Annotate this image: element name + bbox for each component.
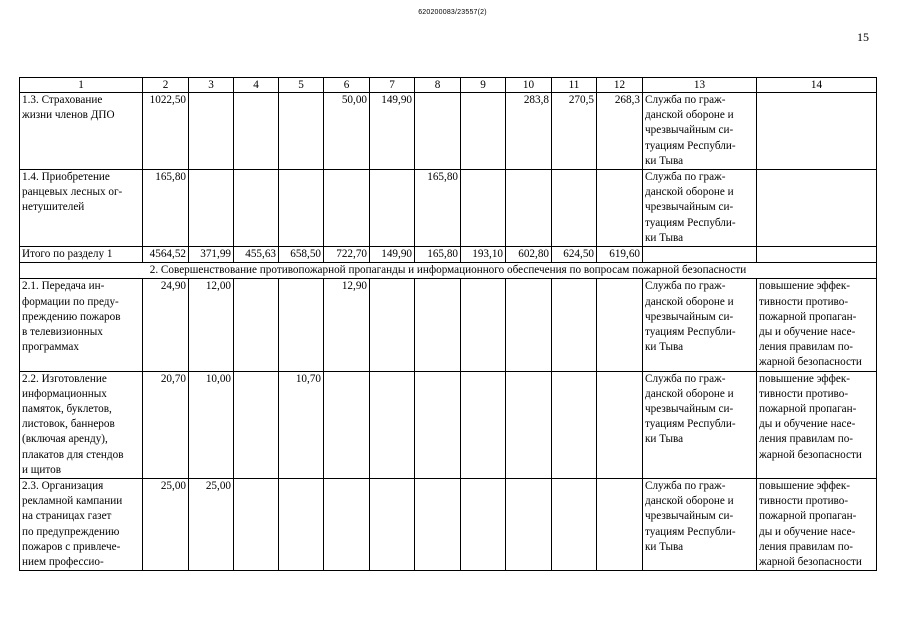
- column-number: 5: [279, 78, 324, 93]
- text-line: тивности противо-: [759, 387, 849, 400]
- funding-cell: [370, 170, 415, 247]
- text-line: ки Тыва: [645, 341, 684, 354]
- text-line: нетушителей: [22, 201, 85, 214]
- expected-result-cell: [757, 479, 877, 571]
- column-number: 2: [143, 78, 189, 93]
- funding-cell: 149,90: [370, 93, 415, 170]
- funding-cell: 658,50: [279, 247, 324, 263]
- column-number: 8: [415, 78, 461, 93]
- table-row: [20, 371, 877, 478]
- section-heading-row: [20, 263, 877, 279]
- executor-cell: [643, 93, 757, 170]
- expected-result-cell: [757, 279, 877, 371]
- funding-cell: 10,00: [189, 371, 234, 478]
- activity-name-cell: [20, 279, 143, 371]
- funding-cell: 722,70: [324, 247, 370, 263]
- text-line: ки Тыва: [645, 540, 684, 553]
- section-heading: 2. Совершенствование противопожарной пропаганды и информационного обеспечения по вопросам пожарной безопасности: [20, 263, 877, 279]
- table-row: [20, 479, 877, 571]
- funding-cell: [370, 479, 415, 571]
- funding-cell: [189, 93, 234, 170]
- funding-cell: [461, 93, 506, 170]
- text-line: (включая аренду),: [22, 433, 108, 446]
- funding-cell: [324, 170, 370, 247]
- text-line: пожарной пропаган-: [759, 310, 857, 323]
- column-number: 10: [506, 78, 552, 93]
- column-number: 6: [324, 78, 370, 93]
- text-line: на страницах газет: [22, 510, 112, 523]
- text-line: туациям Республи-: [645, 418, 736, 431]
- funding-cell: 283,8: [506, 93, 552, 170]
- text-line: чрезвычайным си-: [645, 510, 734, 523]
- funding-cell: 20,70: [143, 371, 189, 478]
- column-number: 13: [643, 78, 757, 93]
- funding-cell: 12,90: [324, 279, 370, 371]
- funding-cell: [552, 371, 597, 478]
- text-line: нием профессио-: [22, 556, 104, 569]
- funding-cell: [415, 93, 461, 170]
- text-line: ды и обучение насе-: [759, 525, 856, 538]
- program-table: [19, 77, 877, 571]
- column-number: 12: [597, 78, 643, 93]
- text-line: чрезвычайным си-: [645, 310, 734, 323]
- text-line: информационных: [22, 387, 107, 400]
- funding-cell: [234, 170, 279, 247]
- text-line: ки Тыва: [645, 231, 684, 244]
- text-line: туациям Республи-: [645, 326, 736, 339]
- text-line: ды и обучение насе-: [759, 326, 856, 339]
- funding-cell: [597, 371, 643, 478]
- text-line: чрезвычайным си-: [645, 201, 734, 214]
- column-number: 3: [189, 78, 234, 93]
- executor-cell: [643, 371, 757, 478]
- funding-cell: 24,90: [143, 279, 189, 371]
- text-line: чрезвычайным си-: [645, 124, 734, 137]
- section-total-row: [20, 247, 877, 263]
- text-line: туациям Республи-: [645, 525, 736, 538]
- funding-cell: 455,63: [234, 247, 279, 263]
- text-line: тивности противо-: [759, 295, 849, 308]
- text-line: Служба по граж-: [645, 280, 726, 293]
- column-number: 7: [370, 78, 415, 93]
- text-line: повышение эффек-: [759, 480, 850, 493]
- funding-cell: [461, 371, 506, 478]
- text-line: ранцевых лесных ог-: [22, 186, 123, 199]
- funding-cell: [597, 279, 643, 371]
- text-line: 1.4. Приобретение: [22, 171, 110, 184]
- text-line: Служба по граж-: [645, 480, 726, 493]
- text-line: ды и обучение насе-: [759, 418, 856, 431]
- text-line: и щитов: [22, 463, 62, 476]
- document-id: 620200083/23557(2): [418, 9, 487, 16]
- text-line: пожарной пропаган-: [759, 510, 857, 523]
- table-row: [20, 170, 877, 247]
- funding-cell: 4564,52: [143, 247, 189, 263]
- text-line: данской обороне и: [645, 109, 734, 122]
- text-line: повышение эффек-: [759, 372, 850, 385]
- executor-cell: [643, 479, 757, 571]
- text-line: туациям Республи-: [645, 216, 736, 229]
- funding-cell: 270,5: [552, 93, 597, 170]
- funding-cell: 165,80: [143, 170, 189, 247]
- funding-cell: 619,60: [597, 247, 643, 263]
- text-line: данской обороне и: [645, 387, 734, 400]
- funding-cell: [415, 279, 461, 371]
- text-line: в телевизионных: [22, 326, 103, 339]
- text-line: жарной безопасности: [759, 448, 862, 461]
- table-row: [20, 279, 877, 371]
- funding-cell: [415, 479, 461, 571]
- text-line: ления правилам по-: [759, 341, 854, 354]
- funding-cell: 12,00: [189, 279, 234, 371]
- activity-name-cell: [20, 93, 143, 170]
- funding-cell: [279, 170, 324, 247]
- funding-cell: 371,99: [189, 247, 234, 263]
- column-number: 11: [552, 78, 597, 93]
- funding-cell: [597, 479, 643, 571]
- expected-result-cell: [757, 371, 877, 478]
- text-line: данской обороне и: [645, 495, 734, 508]
- executor-cell: [643, 247, 757, 263]
- funding-cell: 193,10: [461, 247, 506, 263]
- funding-cell: [189, 170, 234, 247]
- funding-cell: 165,80: [415, 247, 461, 263]
- funding-cell: 25,00: [189, 479, 234, 571]
- funding-cell: [461, 279, 506, 371]
- text-line: памяток, буклетов,: [22, 403, 112, 416]
- expected-result-cell: [757, 247, 877, 263]
- funding-cell: [552, 170, 597, 247]
- text-line: Итого по разделу 1: [22, 248, 113, 261]
- funding-cell: [370, 279, 415, 371]
- funding-cell: [234, 479, 279, 571]
- text-line: формации по преду-: [22, 295, 119, 308]
- executor-cell: [643, 279, 757, 371]
- text-line: рекламной кампании: [22, 495, 123, 508]
- funding-cell: 50,00: [324, 93, 370, 170]
- funding-cell: 624,50: [552, 247, 597, 263]
- text-line: ления правилам по-: [759, 433, 854, 446]
- funding-cell: 602,80: [506, 247, 552, 263]
- column-number: 9: [461, 78, 506, 93]
- column-number: 14: [757, 78, 877, 93]
- column-numbers-row: [20, 78, 877, 93]
- funding-cell: 25,00: [143, 479, 189, 571]
- text-line: жизни членов ДПО: [22, 109, 115, 122]
- expected-result-cell: [757, 93, 877, 170]
- text-line: пожарной пропаган-: [759, 403, 857, 416]
- text-line: чрезвычайным си-: [645, 403, 734, 416]
- funding-cell: [234, 279, 279, 371]
- funding-cell: [597, 170, 643, 247]
- activity-name-cell: [20, 479, 143, 571]
- text-line: программах: [22, 341, 79, 354]
- text-line: преждению пожаров: [22, 310, 121, 323]
- funding-cell: [324, 479, 370, 571]
- funding-cell: 149,90: [370, 247, 415, 263]
- page-number: 15: [857, 30, 869, 44]
- executor-cell: [643, 170, 757, 247]
- funding-cell: [234, 93, 279, 170]
- text-line: Служба по граж-: [645, 372, 726, 385]
- text-line: 2.1. Передача ин-: [22, 280, 105, 293]
- funding-cell: [279, 93, 324, 170]
- column-number: 4: [234, 78, 279, 93]
- text-line: ки Тыва: [645, 154, 684, 167]
- funding-cell: 10,70: [279, 371, 324, 478]
- text-line: тивности противо-: [759, 495, 849, 508]
- text-line: плакатов для стендов: [22, 448, 124, 461]
- funding-cell: [461, 170, 506, 247]
- text-line: туациям Республи-: [645, 139, 736, 152]
- text-line: 2.3. Организация: [22, 480, 104, 493]
- expected-result-cell: [757, 170, 877, 247]
- funding-cell: [506, 371, 552, 478]
- activity-name-cell: [20, 371, 143, 478]
- funding-cell: [552, 479, 597, 571]
- funding-cell: [279, 279, 324, 371]
- funding-cell: [506, 479, 552, 571]
- text-line: ления правилам по-: [759, 540, 854, 553]
- funding-cell: 1022,50: [143, 93, 189, 170]
- text-line: по предупреждению: [22, 525, 120, 538]
- text-line: 2.2. Изготовление: [22, 372, 107, 385]
- text-line: данской обороне и: [645, 186, 734, 199]
- funding-cell: 268,3: [597, 93, 643, 170]
- text-line: жарной безопасности: [759, 556, 862, 569]
- text-line: ки Тыва: [645, 433, 684, 446]
- funding-cell: [415, 371, 461, 478]
- funding-cell: 165,80: [415, 170, 461, 247]
- column-number: 1: [20, 78, 143, 93]
- text-line: повышение эффек-: [759, 280, 850, 293]
- text-line: Служба по граж-: [645, 171, 726, 184]
- funding-cell: [552, 279, 597, 371]
- text-line: 1.3. Страхование: [22, 94, 103, 106]
- activity-name-cell: [20, 247, 143, 263]
- activity-name-cell: [20, 170, 143, 247]
- text-line: листовок, баннеров: [22, 418, 115, 431]
- funding-cell: [370, 371, 415, 478]
- text-line: жарной безопасности: [759, 356, 862, 369]
- text-line: Служба по граж-: [645, 94, 726, 106]
- text-line: пожаров с привлече-: [22, 540, 121, 553]
- table-row: [20, 93, 877, 170]
- funding-cell: [324, 371, 370, 478]
- funding-cell: [506, 170, 552, 247]
- funding-cell: [279, 479, 324, 571]
- funding-cell: [461, 479, 506, 571]
- text-line: данской обороне и: [645, 295, 734, 308]
- funding-cell: [234, 371, 279, 478]
- funding-cell: [506, 279, 552, 371]
